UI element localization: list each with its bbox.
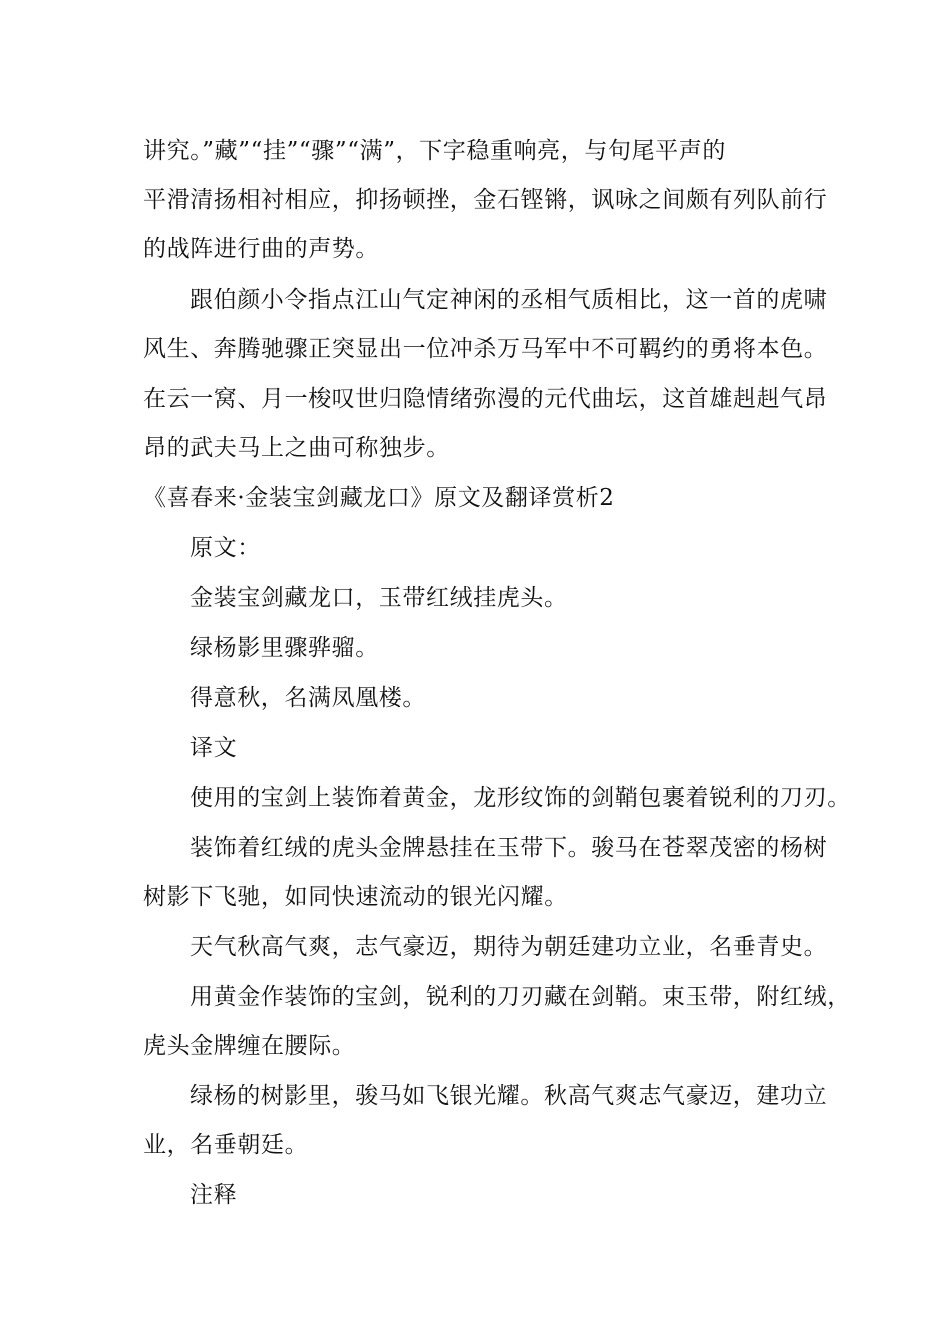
- paragraph-2-line-1: 跟伯颜小令指点江山气定神闲的丞相气质相比，这一首的虎啸: [190, 287, 828, 313]
- paragraph-1-line-3: 的战阵进行曲的声势。: [143, 236, 379, 262]
- paragraph-2-line-2: 风生、奔腾驰骤正突显出一位冲杀万马军中不可羁约的勇将本色。: [143, 336, 828, 362]
- translation-label: 译文: [190, 735, 238, 761]
- original-label: 原文：: [190, 535, 261, 561]
- paragraph-2-line-4: 昂的武夫马上之曲可称独步。: [143, 435, 450, 461]
- paragraph-2-line-3: 在云一窝、月一梭叹世归隐情绪弥漫的元代曲坛，这首雄赳赳气昂: [143, 386, 828, 412]
- translation-4-line-2: 虎头金牌缠在腰际。: [143, 1033, 356, 1059]
- translation-3: 天气秋高气爽，志气豪迈，期待为朝廷建功立业，名垂青史。: [190, 934, 828, 960]
- translation-2-line-1: 装饰着红绒的虎头金牌悬挂在玉带下。骏马在苍翠茂密的杨树: [190, 835, 828, 861]
- paragraph-1-line-2: 平滑清扬相衬相应，抑扬顿挫，金石铿锵，讽咏之间颇有列队前行: [143, 187, 828, 213]
- translation-4-line-1: 用黄金作装饰的宝剑，锐利的刀刃藏在剑鞘。束玉带，附红绒，: [190, 984, 851, 1010]
- translation-2-line-2: 树影下飞驰，如同快速流动的银光闪耀。: [143, 884, 568, 910]
- translation-1: 使用的宝剑上装饰着黄金，龙形纹饰的剑鞘包裹着锐利的刀刃。: [190, 785, 851, 811]
- original-line-1: 金装宝剑藏龙口，玉带红绒挂虎头。: [190, 585, 568, 611]
- translation-5-line-1: 绿杨的树影里，骏马如飞银光耀。秋高气爽志气豪迈，建功立: [190, 1083, 828, 1109]
- original-line-2: 绿杨影里骤骅骝。: [190, 635, 379, 661]
- section-title: 《喜春来·金装宝剑藏龙口》原文及翻译赏析2: [143, 485, 615, 511]
- notes-label: 注释: [190, 1182, 238, 1208]
- original-line-3: 得意秋，名满凤凰楼。: [190, 685, 426, 711]
- paragraph-1-line-1: 讲究。”藏”“挂”“骤”“满”，下字稳重响亮，与句尾平声的: [143, 138, 726, 164]
- translation-5-line-2: 业，名垂朝廷。: [143, 1132, 309, 1158]
